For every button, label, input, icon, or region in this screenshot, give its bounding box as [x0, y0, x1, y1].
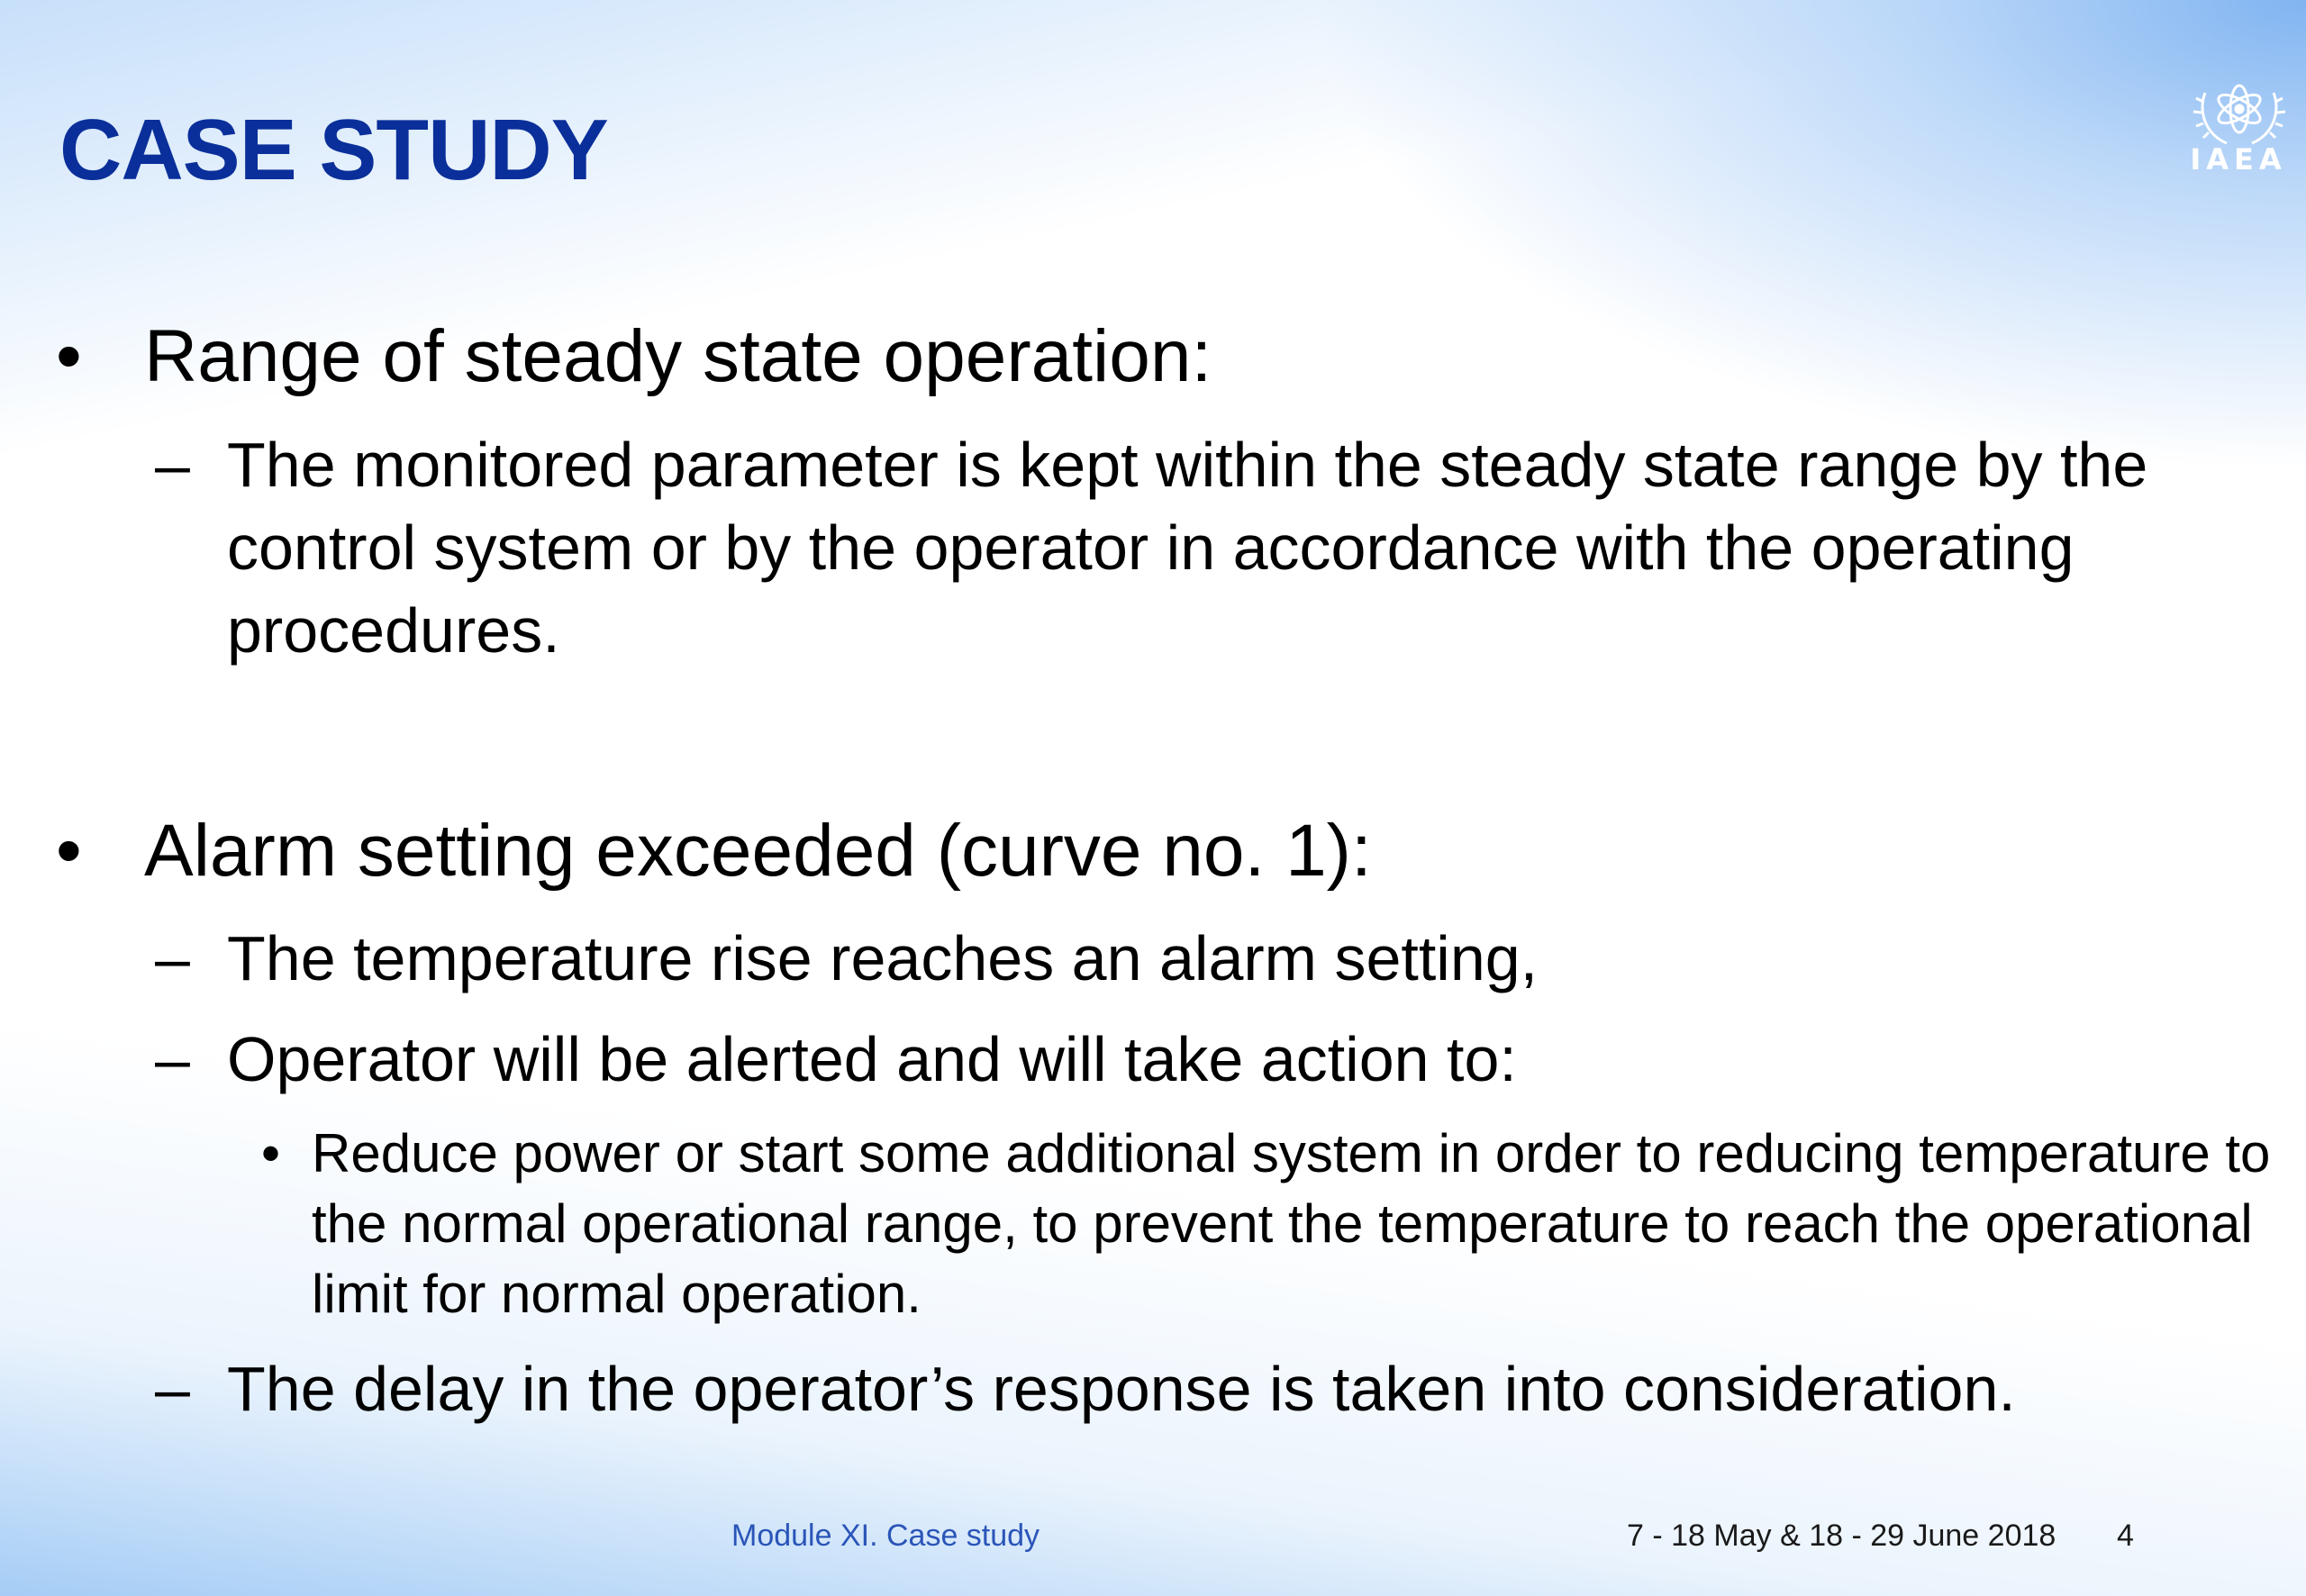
footer-module: Module XI. Case study — [731, 1519, 1040, 1553]
bullet-range-steady-state — [56, 313, 1212, 400]
subbullet-text: Operator will be alerted and will take action to: — [227, 1024, 1517, 1094]
dash-symbol: – — [155, 1024, 190, 1094]
subbullet-monitored-parameter — [155, 423, 2245, 672]
dash-symbol: – — [155, 923, 190, 993]
bullet-text: Alarm setting exceeded (curve no. 1): — [144, 810, 1372, 892]
page-number: 4 — [2117, 1519, 2134, 1553]
bullet-symbol: • — [56, 810, 82, 892]
bullet-text: Range of steady state operation: — [144, 315, 1212, 397]
bullet-symbol: • — [56, 315, 82, 397]
subbullet-text: The monitored parameter is kept within the steady state range by the control system or by the operator in accordance with the operating procedures. — [227, 430, 2148, 666]
dash-symbol: – — [155, 430, 190, 500]
subbullet-text: The temperature rise reaches an alarm setting, — [227, 923, 1539, 993]
subsubbullet-text: Reduce power or start some additional system in order to reducing temperature to the normal operational range, to prevent the temperature to reach the operational limit for normal operation. — [312, 1123, 2271, 1324]
footer-dates: 7 - 18 May & 18 - 29 June 2018 — [1627, 1519, 2056, 1553]
bullet-alarm-setting — [56, 808, 1372, 894]
dash-symbol: – — [155, 1354, 190, 1424]
subsubbullet-reduce-power — [261, 1119, 2275, 1329]
subbullet-operator-alerted — [155, 1018, 2245, 1101]
subbullet-operator-delay — [155, 1347, 2245, 1430]
subbullet-text: The delay in the operator’s response is taken into consideration. — [227, 1354, 2016, 1424]
slide-title: CASE STUDY — [59, 102, 608, 198]
iaea-logo-text: IAEA — [2190, 142, 2287, 177]
bullet-symbol: • — [261, 1123, 281, 1183]
subbullet-temperature-rise — [155, 917, 2245, 1000]
